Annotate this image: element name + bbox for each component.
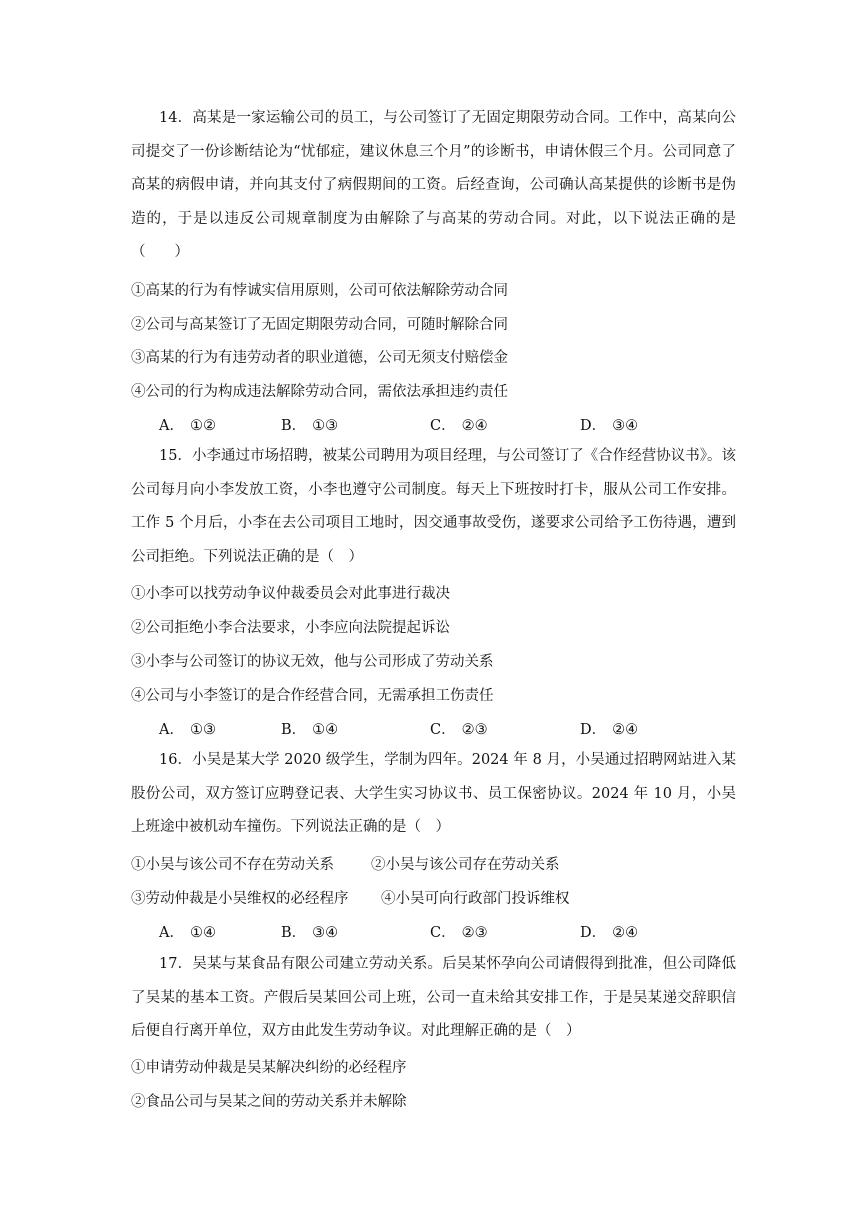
option-a[interactable]: A． ①④ [159,925,216,941]
question-14-stem: 14．高某是一家运输公司的员工，与公司签订了无固定期限劳动合同。工作中，高某向公司提交了一份诊断结论为“忧郁症，建议休息三个月”的诊断书，申请休假三个月。公司同意了高某的病假申请，并向其支付了病假期间的工资。后经查询，公司确认高某提供的诊断书是伪造的，于是以违反公司规章制度为由解除了与高某的劳动合同。对此，以下说法正确的是（ ） [131,110,736,261]
question-16-statement-3: ③劳动仲裁是小吴维权的必经程序 [131,891,349,907]
question-16-statement-1: ①小吴与该公司不存在劳动关系 [131,857,334,873]
question-16-statement-2: ②小吴与该公司存在劳动关系 [371,857,560,873]
question-16-stem: 16．小吴是某大学 2020 级学生，学制为四年。2024 年 8 月，小吴通过招聘网站进入某股份公司，双方签订应聘登记表、大学生实习协议书、员工保密协议。2024 年 10 月，小吴上班途中被机动车撞伤。下列说法正确的是（ ） [131,752,736,836]
question-14-statement-4: ④公司的行为构成违法解除劳动合同，需依法承担违约责任 [131,384,508,400]
question-17-statement-2: ②食品公司与吴某之间的劳动关系并未解除 [131,1094,407,1110]
option-a[interactable]: A． ①③ [159,722,216,738]
question-17-statement-1: ①申请劳动仲裁是吴某解决纠纷的必经程序 [131,1060,407,1076]
question-14-statement-1: ①高某的行为有悖诚实信用原则，公司可依法解除劳动合同 [131,283,508,299]
option-b[interactable]: B． ③④ [281,925,339,941]
question-14-statement-3: ③高某的行为有违劳动者的职业道德，公司无须支付赔偿金 [131,350,508,366]
option-d[interactable]: D． ③④ [580,418,639,434]
option-c[interactable]: C． ②④ [430,418,488,434]
question-14-statement-2: ②公司与高某签订了无固定期限劳动合同，可随时解除合同 [131,317,508,333]
question-17-stem: 17．吴某与某食品有限公司建立劳动关系。后吴某怀孕向公司请假得到批准，但公司降低了吴某的基本工资。产假后吴某回公司上班，公司一直未给其安排工作，于是吴某递交辞职信后便自行离开单位，双方由此发生劳动争议。对此理解正确的是（ ） [131,956,736,1040]
question-16-statement-4: ④小吴可向行政部门投诉维权 [381,891,570,907]
option-c[interactable]: C． ②③ [430,722,488,738]
question-15-stem: 15．小李通过市场招聘，被某公司聘用为项目经理，与公司签订了《合作经营协议书》。该公司每月向小李发放工资，小李也遵守公司制度。每天上下班按时打卡，服从公司工作安排。工作 5 个月后，小李在去公司项目工地时，因交通事故受伤，遂要求公司给予工伤待遇，遭到公司拒绝。下列说法正确的是（ ） [131,448,736,565]
option-c[interactable]: C． ②③ [430,925,488,941]
question-15-statement-4: ④公司与小李签订的是合作经营合同，无需承担工伤责任 [131,688,494,704]
question-15-statement-2: ②公司拒绝小李合法要求，小李应向法院提起诉讼 [131,620,450,636]
question-15-statement-3: ③小李与公司签订的协议无效，他与公司形成了劳动关系 [131,654,494,670]
option-b[interactable]: B． ①④ [281,722,339,738]
option-a[interactable]: A． ①② [159,418,216,434]
option-d[interactable]: D． ②④ [580,722,639,738]
option-d[interactable]: D． ②④ [580,925,639,941]
question-15-statement-1: ①小李可以找劳动争议仲裁委员会对此事进行裁决 [131,586,450,602]
option-b[interactable]: B． ①③ [281,418,339,434]
